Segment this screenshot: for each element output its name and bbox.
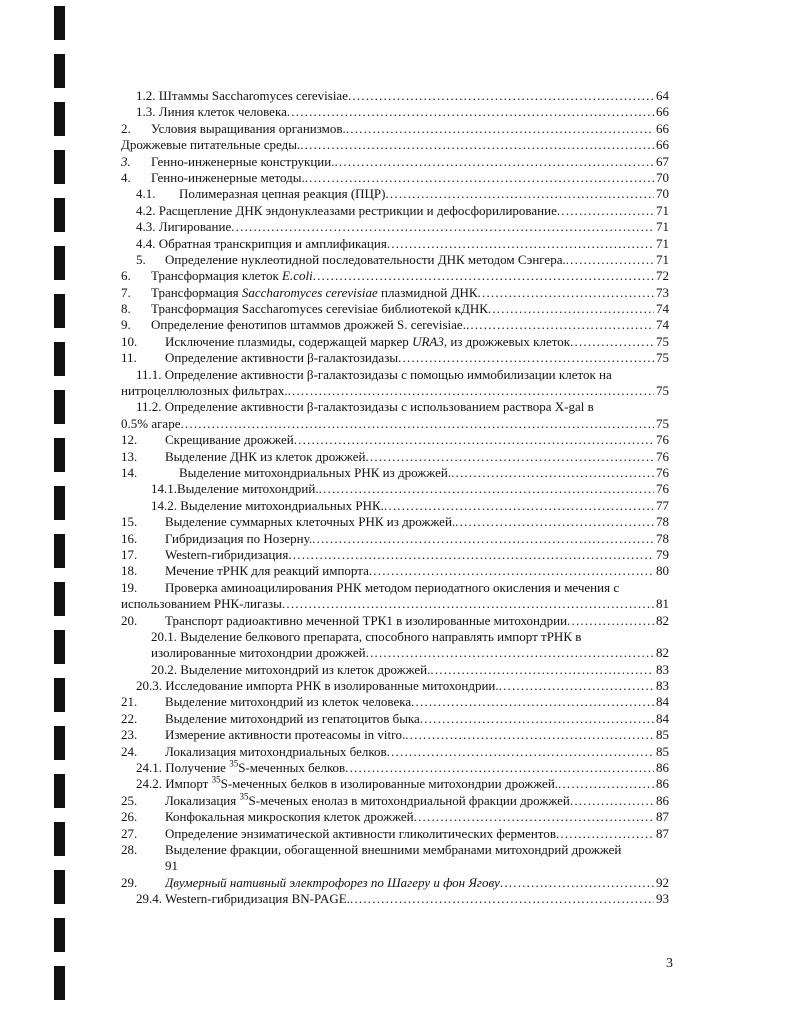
leader-dots [231, 219, 654, 235]
toc-entry-page: 67 [656, 153, 669, 169]
toc-entry-number: 23. [121, 727, 138, 743]
leader-dots [398, 350, 654, 366]
toc-entry [121, 645, 669, 661]
toc-entry [121, 104, 669, 120]
toc-entry-number: 26. [121, 809, 138, 825]
leader-dots [287, 104, 654, 120]
leader-dots [300, 137, 654, 153]
leader-dots [348, 88, 654, 104]
toc-entry [121, 285, 669, 301]
toc-entry [121, 531, 669, 547]
toc-entry [121, 842, 669, 858]
toc-entry-title: 14.1.Выделение митохондрий. [151, 481, 319, 497]
toc-entry-page: 66 [656, 120, 669, 136]
toc-entry [121, 514, 669, 530]
toc-entry [121, 744, 669, 760]
toc-entry-page: 75 [656, 350, 669, 366]
leader-dots [455, 514, 654, 530]
toc-entry [121, 563, 669, 579]
leader-dots [345, 760, 654, 776]
toc-entry-title: Трансформация [151, 284, 242, 300]
binding-mark [54, 246, 65, 280]
toc-entry-page: 92 [656, 874, 669, 890]
toc-entry-title: Трансформация клеток [151, 268, 283, 284]
toc-entry-title: 20.1. Выделение белкового препарата, способного направлять импорт тРНК в [151, 628, 582, 644]
toc-entry [121, 367, 669, 383]
toc-entry [121, 416, 669, 432]
toc-entry [121, 154, 669, 170]
leader-dots [405, 727, 654, 743]
toc-entry-title: Выделение митохондриальных РНК из дрожжей. [179, 464, 452, 480]
toc-entry [121, 219, 669, 235]
toc-entry-page: 85 [656, 727, 669, 743]
leader-dots [346, 121, 654, 137]
leader-dots [282, 596, 654, 612]
leader-dots [369, 563, 654, 579]
binding-mark [54, 54, 65, 88]
toc-entry-page: 71 [656, 251, 669, 267]
toc-entry-number: 7. [121, 284, 131, 300]
toc-entry-title: Двумерный нативный электрофорез по Шагеру и фон Ягову [165, 874, 500, 890]
toc-entry-page: 87 [656, 825, 669, 841]
toc-entry-number: 12. [121, 432, 138, 448]
toc-entry-number: 28. [121, 841, 138, 857]
binding-mark [54, 822, 65, 856]
toc-entry-title: Определение активности β-галактозидазы [165, 350, 399, 366]
toc-entry-title: Скрещивание дрожжей [165, 432, 294, 448]
toc-entry-page: 78 [656, 514, 669, 530]
leader-dots [558, 776, 654, 792]
toc-entry-title: 20.3. Исследование импорта РНК в изолированные митохондрии. [136, 678, 499, 694]
toc-entry-title-italic: Saccharomyces cerevisiae [241, 284, 378, 300]
leader-dots [387, 744, 654, 760]
binding-mark [54, 198, 65, 232]
leader-dots [313, 268, 654, 284]
toc-entry-number: 11. [121, 350, 137, 366]
toc-entry-title: Определение нуклеотидной последовательности ДНК методом Сэнгера. [165, 251, 566, 267]
leader-dots [566, 252, 654, 268]
toc-entry-page: 64 [656, 88, 669, 103]
binding-mark [54, 870, 65, 904]
toc-entry-page: 84 [656, 694, 669, 710]
binding-mark [54, 966, 65, 1000]
toc-entry-page: 76 [656, 464, 669, 480]
toc-entry-title: Генно-инженерные конструкции. [151, 153, 335, 169]
toc-entry [121, 432, 669, 448]
toc-entry [121, 481, 669, 497]
toc-entry [121, 449, 669, 465]
leader-dots [478, 285, 654, 301]
leader-dots [288, 383, 654, 399]
toc-entry-page: 66 [656, 137, 669, 153]
leader-dots [334, 154, 654, 170]
toc-entry-title: 24.1. Получение [136, 760, 230, 776]
toc-entry [121, 465, 669, 481]
toc-entry-page: 79 [656, 546, 669, 562]
toc-entry-title: Локализация митохондриальных белков [165, 743, 387, 759]
binding-mark [54, 294, 65, 328]
isotope-superscript: 35 [229, 760, 239, 769]
toc-entry-page: 74 [656, 317, 669, 333]
toc-entry [121, 547, 669, 563]
toc-entry-number: 22. [121, 710, 138, 726]
toc-entry-page: 83 [656, 678, 669, 694]
binding-mark [54, 6, 65, 40]
toc-entry-title: Выделение фракции, обогащенной внешними мембранами митохондрий дрожжей [165, 841, 622, 857]
toc-entry-title: Генно-инженерные методы. [151, 169, 305, 185]
toc-entry [121, 350, 669, 366]
leader-dots [414, 809, 654, 825]
toc-entry-page: 86 [656, 792, 669, 808]
toc-entry [121, 629, 669, 645]
toc-entry-title: Выделение митохондрий из клеток человека [165, 694, 412, 710]
toc-entry-title: Выделение ДНК из клеток дрожжей [165, 448, 366, 464]
toc-entry [121, 776, 669, 792]
toc-entry [121, 236, 669, 252]
toc-entry-title: 1.2. Штаммы Saccharomyces cerevisiae [136, 88, 348, 103]
toc-entry-page: 85 [656, 743, 669, 759]
binding-mark [54, 150, 65, 184]
leader-dots [180, 416, 654, 432]
toc-entry-number: 14. [121, 464, 138, 480]
leader-dots [570, 334, 654, 350]
toc-entry [121, 186, 669, 202]
leader-dots [420, 711, 654, 727]
toc-entry-page: 76 [656, 432, 669, 448]
toc-entry-title: Условия выращивания организмов. [151, 120, 346, 136]
toc-entry-number: 5. [136, 251, 146, 267]
toc-entry-title: , из дрожжевых клеток [443, 333, 571, 349]
toc-entry-title: S-меченных белков [238, 760, 346, 776]
leader-dots [556, 826, 654, 842]
toc-entry-page: 72 [656, 268, 669, 284]
binding-mark [54, 678, 65, 712]
toc-entry-title: Выделение митохондрий из гепатоцитов быка [165, 710, 420, 726]
leader-dots [451, 465, 654, 481]
toc-entry-number: 18. [121, 563, 138, 579]
toc-entry-number: 21. [121, 694, 138, 710]
toc-entry-title: Полимеразная цепная реакция (ПЦР) [179, 186, 386, 202]
toc-entry-page: 70 [656, 169, 669, 185]
leader-dots [294, 432, 654, 448]
leader-dots [384, 498, 654, 514]
toc-entry [121, 875, 669, 891]
toc-entry-title: Гибридизация по Нозерну. [165, 530, 313, 546]
toc-entry [121, 399, 669, 415]
toc-entry-page: 75 [656, 383, 669, 399]
toc-entry-number: 20. [121, 612, 138, 628]
toc-entry-number: 10. [121, 333, 138, 349]
toc-entry [121, 252, 669, 268]
toc-entry-number: 19. [121, 579, 138, 595]
toc-entry-page: 71 [656, 235, 669, 251]
toc-entry-title: Дрожжевые питательные среды. [121, 137, 301, 153]
toc-entry-page: 75 [656, 415, 669, 431]
leader-dots [305, 170, 654, 186]
toc-entry-title: 1.3. Линия клеток человека [136, 104, 287, 120]
toc-entry [121, 694, 669, 710]
toc-entry-title: Определение энзиматической активности гликолитических ферментов [165, 825, 556, 841]
toc-entry [121, 137, 669, 153]
toc-entry-title: Проверка аминоацилирования РНК методом периодатного окисления и мечения с [165, 579, 620, 595]
binding-mark [54, 630, 65, 664]
toc-entry [121, 613, 669, 629]
toc-entry-title: Выделение суммарных клеточных РНК из дрожжей. [165, 514, 456, 530]
leader-dots [430, 662, 654, 678]
toc-entry-page: 70 [656, 186, 669, 202]
toc-entry-title: Определение фенотипов штаммов дрожжей S. cerevisiae. [151, 317, 466, 333]
toc-entry-title: использованием РНК-лигазы [121, 596, 282, 612]
toc-entry-number: 6. [121, 268, 131, 284]
binding-mark [54, 102, 65, 136]
toc-entry-page: 76 [656, 481, 669, 497]
toc-entry [121, 858, 669, 874]
toc-entry-number: 4.1. [136, 186, 156, 202]
table-of-contents [121, 88, 669, 908]
toc-entry-page: 74 [656, 301, 669, 317]
toc-entry-number: 25. [121, 792, 138, 808]
toc-entry [121, 301, 669, 317]
toc-entry-page: 86 [656, 760, 669, 776]
leader-dots [499, 678, 654, 694]
isotope-superscript: 35 [239, 792, 249, 802]
toc-entry-number: 15. [121, 514, 138, 530]
toc-entry-title: 11.1. Определение активности β-галактозидазы с помощью иммобилизации клеток на [136, 366, 612, 382]
toc-entry-number: 8. [121, 301, 131, 317]
toc-entry-number: 9. [121, 317, 131, 333]
toc-entry-title: 24.2. Импорт [136, 776, 212, 792]
toc-entry-number: 29. [121, 874, 138, 890]
leader-dots [350, 891, 654, 907]
toc-entry-page: 75 [656, 333, 669, 349]
binding-mark [54, 390, 65, 424]
toc-entry-title: S-меченых енолаз в митохондриальной фракции дрожжей [248, 792, 570, 808]
toc-entry-page: 77 [656, 497, 669, 513]
toc-entry [121, 760, 669, 776]
binding-mark [54, 582, 65, 616]
toc-entry-title: Мечение тРНК для реакций импорта [165, 563, 369, 579]
toc-entry-page: 82 [656, 645, 669, 661]
toc-entry-number: 24. [121, 743, 138, 759]
toc-entry [121, 317, 669, 333]
toc-entry-number: 17. [121, 546, 138, 562]
toc-entry-title: Исключение плазмиды, содержащей маркер [165, 333, 413, 349]
toc-entry-page: 66 [656, 104, 669, 120]
leader-dots [557, 203, 654, 219]
leader-dots [366, 645, 654, 661]
toc-entry-title: 29.4. Western-гибридизация BN-PAGE. [136, 891, 350, 907]
leader-dots [466, 317, 654, 333]
leader-dots [385, 186, 654, 202]
leader-dots [411, 694, 654, 710]
toc-entry-title-italic: URA3 [412, 333, 444, 349]
toc-entry-title: S-меченных белков в изолированные митохондрии дрожжей. [220, 776, 559, 792]
toc-entry-title: 20.2. Выделение митохондрий из клеток дрожжей. [151, 661, 431, 677]
toc-entry [121, 498, 669, 514]
binding-mark [54, 342, 65, 376]
toc-entry-title: Локализация [165, 792, 240, 808]
toc-entry-page: 84 [656, 710, 669, 726]
toc-entry [121, 170, 669, 186]
leader-dots [500, 875, 654, 891]
toc-entry-page: 93 [656, 891, 669, 907]
binding-mark [54, 726, 65, 760]
toc-entry [121, 383, 669, 399]
toc-entry-title: Транспорт радиоактивно меченной ТРК1 в изолированные митохондрии [165, 612, 568, 628]
toc-entry [121, 580, 669, 596]
toc-entry-title: Конфокальная микроскопия клеток дрожжей [165, 809, 414, 825]
toc-entry [121, 826, 669, 842]
leader-dots [570, 793, 654, 809]
toc-entry [121, 711, 669, 727]
toc-entry-title: плазмидной ДНК [377, 284, 478, 300]
toc-entry-title-italic: E.coli [282, 268, 313, 284]
binding-mark [54, 774, 65, 808]
toc-entry [121, 334, 669, 350]
toc-entry-page: 71 [656, 202, 669, 218]
leader-dots [288, 547, 654, 563]
binding-mark [54, 918, 65, 952]
toc-entry [121, 891, 669, 907]
toc-entry-page: 83 [656, 661, 669, 677]
toc-entry-page: 86 [656, 776, 669, 792]
toc-entry [121, 121, 669, 137]
toc-entry-title: 4.4. Обратная транскрипция и амплификация [136, 235, 387, 251]
toc-entry-title: 11.2. Определение активности β-галактозидазы с использованием раствора X-gal в [136, 399, 594, 415]
toc-entry-page: 80 [656, 563, 669, 579]
toc-entry-page: 82 [656, 612, 669, 628]
toc-entry-number: 2. [121, 120, 131, 136]
toc-entry [121, 809, 669, 825]
toc-entry [121, 268, 669, 284]
binding-mark [54, 486, 65, 520]
toc-entry-number: 27. [121, 825, 138, 841]
toc-entry [121, 88, 669, 104]
toc-entry [121, 662, 669, 678]
toc-entry-title: изолированные митохондрии дрожжей [151, 645, 366, 661]
toc-entry [121, 678, 669, 694]
isotope-superscript: 35 [211, 776, 221, 786]
binding-mark [54, 534, 65, 568]
toc-entry-title: 4.2. Расщепление ДНК эндонуклеазами рестрикции и дефосфорилирование [136, 202, 557, 218]
toc-entry-title: 14.2. Выделение митохондриальных РНК. [151, 497, 384, 513]
toc-entry-title: Трансформация Saccharomyces cerevisiae библиотекой кДНК [151, 301, 488, 317]
toc-entry [121, 727, 669, 743]
toc-entry-title: нитроцеллюлозных фильтрах. [121, 383, 288, 399]
toc-entry-page: 76 [656, 448, 669, 464]
toc-entry-title: Измерение активности протеасомы in vitro. [165, 727, 406, 743]
toc-entry-title: 4.3. Лигирование [136, 219, 232, 235]
toc-entry-title: 0.5% агаре [121, 415, 181, 431]
leader-dots [567, 613, 654, 629]
binding-mark [54, 438, 65, 472]
page-number: 3 [666, 956, 673, 971]
toc-entry [121, 596, 669, 612]
leader-dots [319, 481, 654, 497]
leader-dots [387, 236, 654, 252]
leader-dots [365, 449, 654, 465]
toc-entry-number: 13. [121, 448, 138, 464]
toc-entry-number: 4. [121, 169, 131, 185]
toc-entry [121, 793, 669, 809]
toc-entry-number: 3. [121, 153, 131, 169]
toc-entry-page: 91 [165, 858, 178, 874]
binding-marks [54, 0, 66, 1020]
leader-dots [312, 531, 654, 547]
toc-entry-page: 87 [656, 809, 669, 825]
toc-entry-page: 73 [656, 284, 669, 300]
leader-dots [488, 301, 654, 317]
toc-entry [121, 203, 669, 219]
toc-entry-page: 78 [656, 530, 669, 546]
toc-entry-title: Western-гибридизация [165, 546, 289, 562]
toc-entry-page: 71 [656, 219, 669, 235]
toc-entry-number: 16. [121, 530, 138, 546]
toc-entry-page: 81 [656, 596, 669, 612]
